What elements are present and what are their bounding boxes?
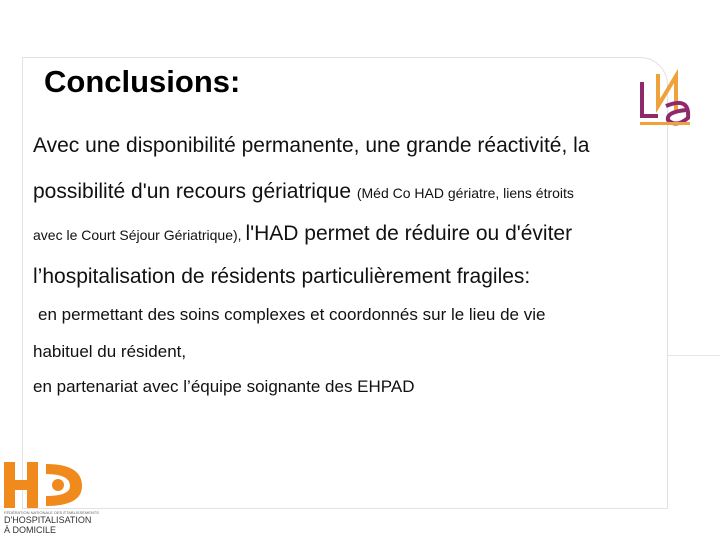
fnehad-line-2: À DOMICILE: [4, 525, 57, 535]
slide-title: Conclusions:: [44, 64, 241, 99]
text-line-3-main: l'HAD permet de réduire ou d'éviter: [245, 222, 573, 245]
divider-line: [668, 355, 720, 356]
text-line-3-small: avec le Court Séjour Gériatrique),: [33, 227, 246, 243]
lna-logo: [636, 66, 698, 130]
text-line-7: en partenariat avec l’équipe soignante des EHPAD: [33, 377, 415, 396]
text-line-2-main: possibilité d'un recours gériatrique: [33, 180, 357, 203]
text-line-6: habituel du résident,: [33, 342, 187, 361]
text-line-1: Avec une disponibilité permanente, une grande réactivité, la: [33, 134, 590, 157]
text-line-5: en permettant des soins complexes et coordonnés sur le lieu de vie: [38, 305, 546, 324]
text-line-4: l’hospitalisation de résidents particulièrement fragiles:: [33, 265, 531, 288]
text-line-2: [33, 180, 574, 204]
fnehad-tagline: FÉDÉRATION NATIONALE DES ÉTABLISSEMENTS: [4, 510, 99, 515]
fnehad-line-1: D'HOSPITALISATION: [4, 515, 92, 525]
text-line-2-small: (Méd Co HAD gériatre, liens étroits: [356, 185, 574, 201]
text-line-3: [33, 222, 572, 246]
